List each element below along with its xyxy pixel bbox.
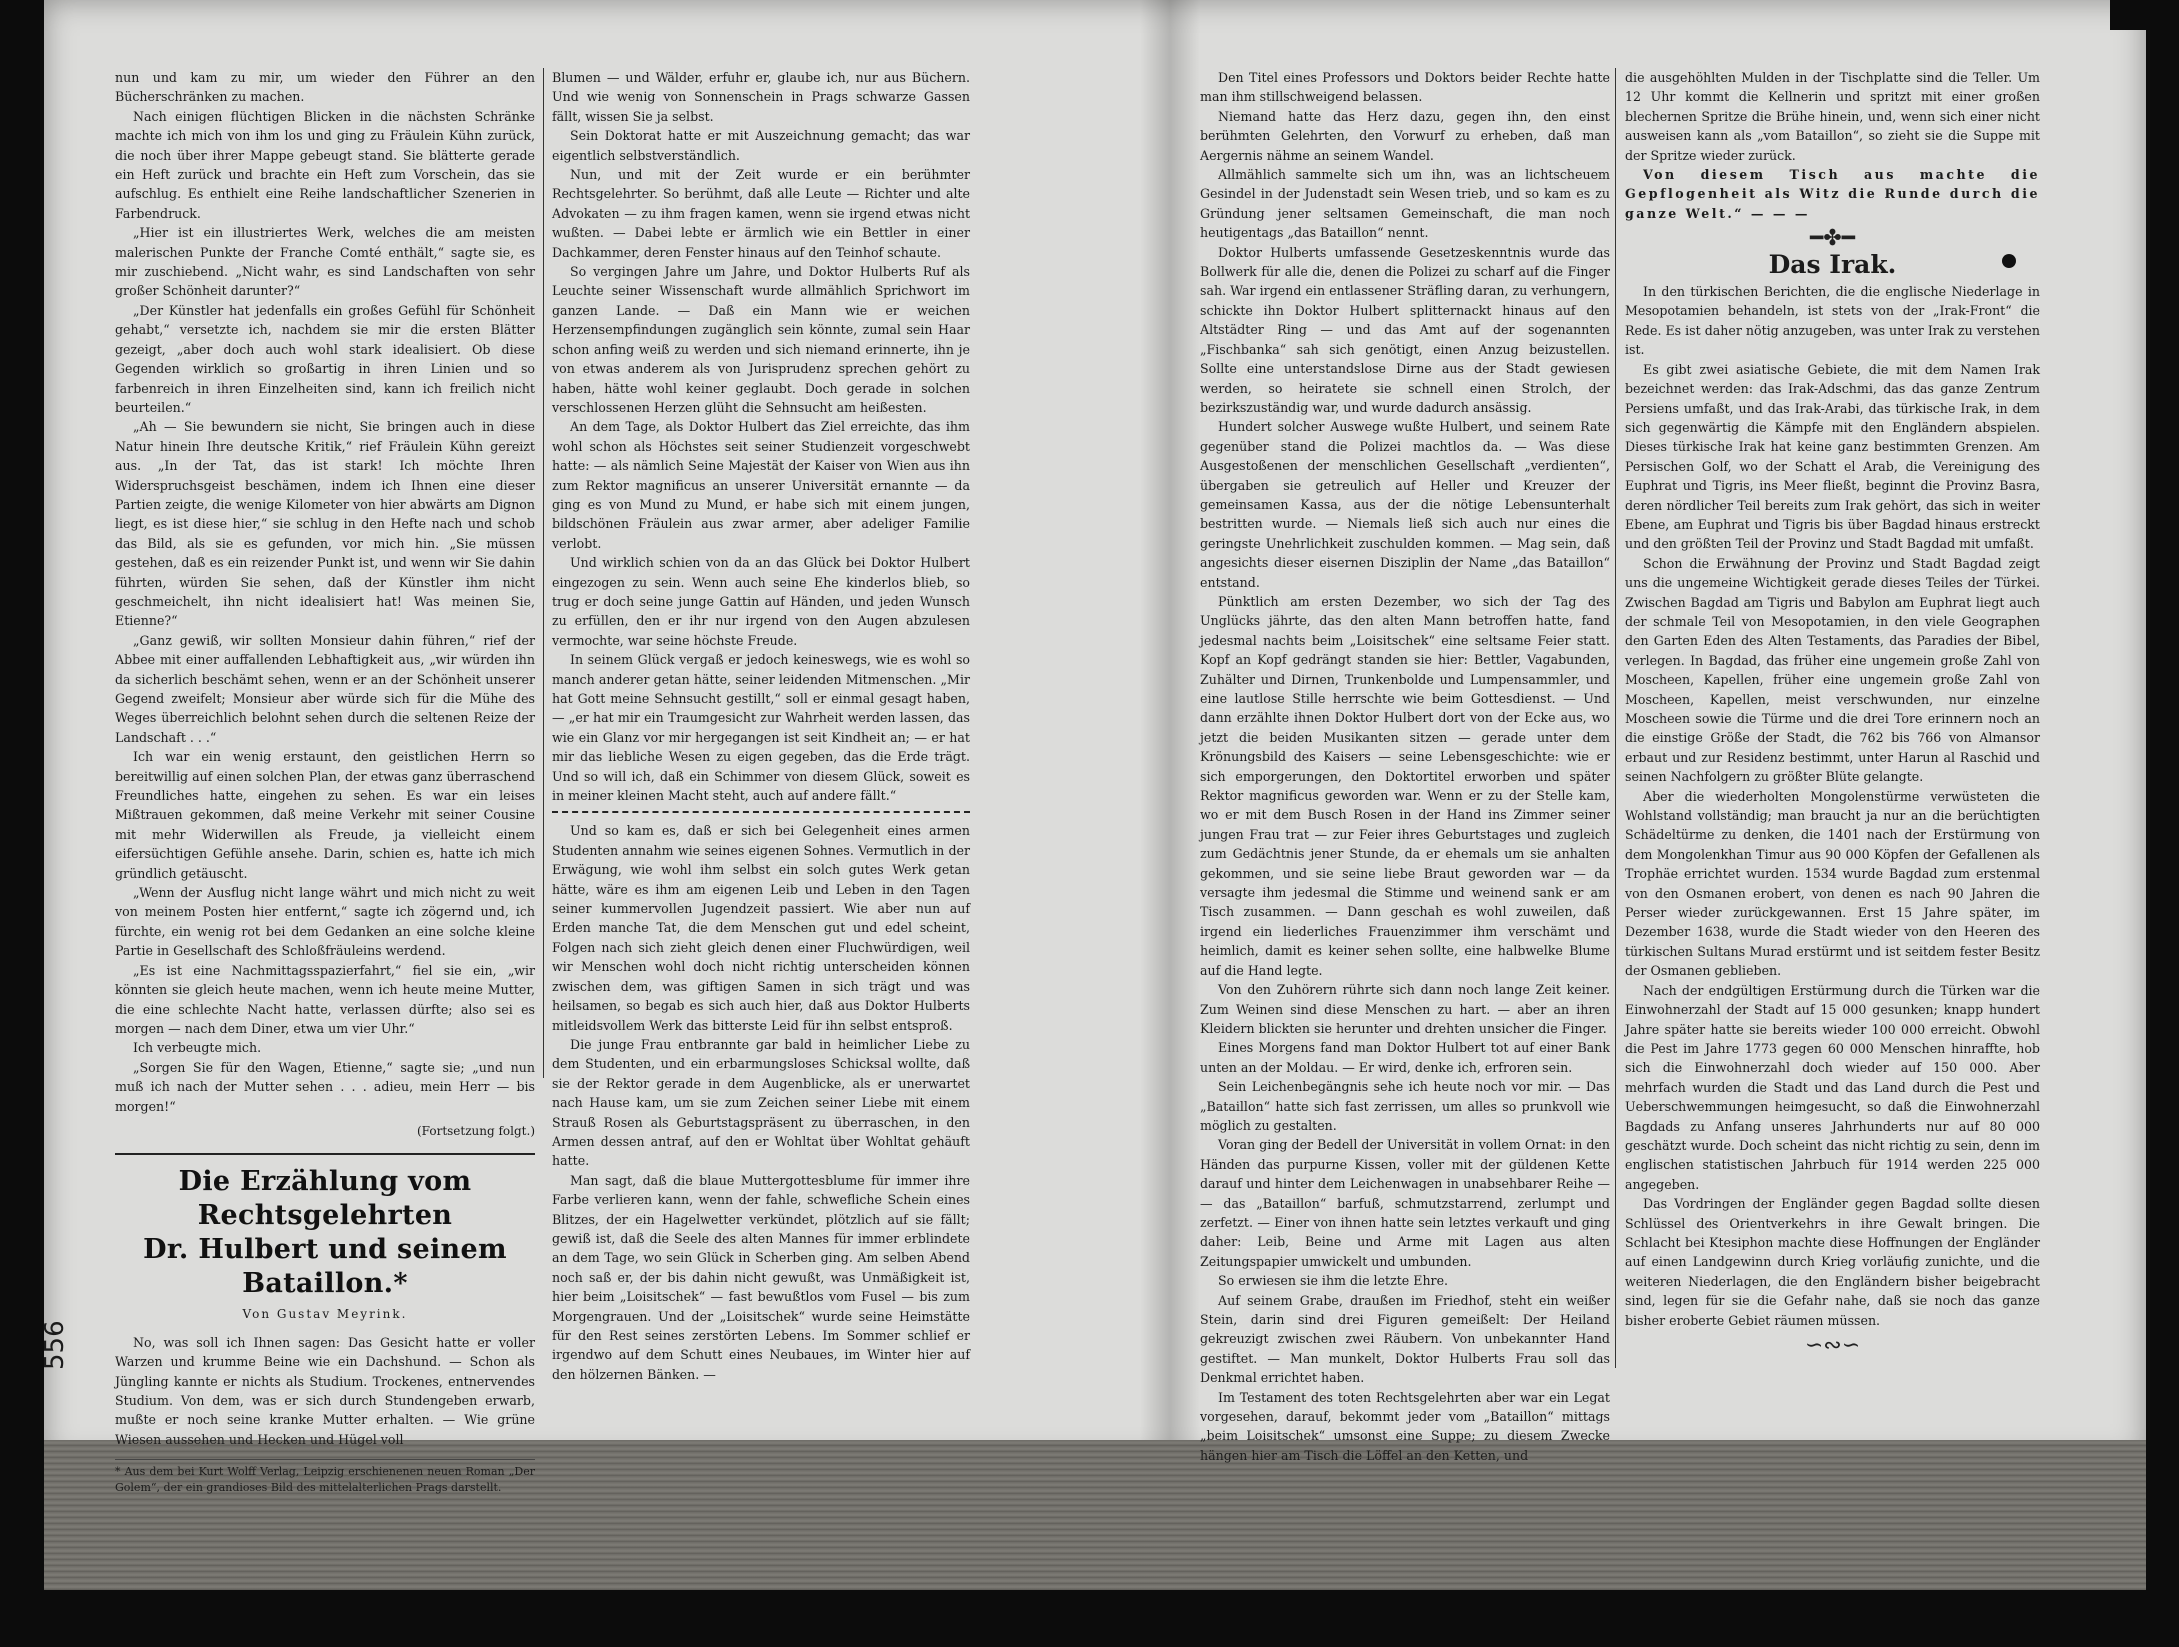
paragraph: Man sagt, daß die blaue Muttergottesblume für immer ihre Farbe verlieren kann, wenn der fahle, schwefliche Schein eines Blitzes, der ein Hagelwetter verkündet, plötzlich auf sie fällt; gewiß ist, daß die Seele des alten Mannes für immer erblindete an dem Tage, wo sein Glück in Scherben ging. Am selben Abend noch saß er, der bis dahin nicht gewußt, was Unmäßigkeit ist, hier beim „Loisitschek“ — fast bewußtlos vom Fusel — bis zum Morgengrauen. Und der „Loisitschek“ wurde seine Heimstätte für den Rest seines zerstörten Lebens. Im Sommer schlief er irgendwo auf dem Schutt eines Neubaues, im Winter hier auf den hölzernen Bänken. — — [552, 1172, 970, 1382]
paragraph: „Hier ist ein illustriertes Werk, welches die am meisten malerischen Punkte der Franche Comté enthält,“ sagte sie, es mir zuschiebend. „Nicht wahr, es sind Landschaften von sehr großer Schönheit darunter?“ — [115, 225, 535, 299]
paragraph: In den türkischen Berichten, die die englische Niederlage in Mesopotamien behandeln, ist stets von der „Irak-Front“ die Rede. Es ist daher nötig anzugeben, was unter Irak zu verstehen ist. — [1625, 284, 2040, 358]
scan-corner — [2110, 0, 2146, 30]
paragraph: Und wirklich schien von da an das Glück bei Doktor Hulbert eingezogen zu sein. Wenn auch seine Ehe kinderlos blieb, so trug er doch seine junge Gattin auf Händen, und jeden Wunsch zu erfüllen, den er ihr nur irgend von den Augen abzulesen vermochte, war seine höchste Freude. — [552, 555, 970, 648]
paragraph: Eines Morgens fand man Doktor Hulbert tot auf einer Bank unten an der Moldau. — Er wird, denke ich, erfroren sein. — [1200, 1040, 1610, 1075]
ornament-end: ∽∾∽ — [1804, 1333, 1861, 1358]
paragraph: „Der Künstler hat jedenfalls ein großes Gefühl für Schönheit gehabt,“ versetzte ich, nachdem sie mir die ersten Blätter gezeigt, „aber doch auch wohl stark idealisiert. Ob diese Gegenden wirklich so großartig in ihren Linien und so farbenreich in ihren Einzelheiten sind, kann ich freilich nicht beurteilen.“ — [115, 302, 535, 415]
paragraph: Die junge Frau entbrannte gar bald in heimlicher Liebe zu dem Studenten, und ein erbarmungsloses Schicksal wollte, daß sie der Rektor gerade in dem Augenblicke, als er unerwartet nach Hause kam, um sie zum Zeichen seiner Liebe mit einem Strauß Rosen als Geburtstagspräsent zu überraschen, in den Armen dessen antraf, auf den er Wohltat über Wohltat gehäuft hatte. — [552, 1036, 970, 1169]
paragraph: Es gibt zwei asiatische Gebiete, die mit dem Namen Irak bezeichnet werden: das Irak-Adschmi, das das ganze Zentrum Persiens umfaßt, und das Irak-Arabi, das türkische Irak, in dem sich gegenwärtig die Kämpfe mit den Engländern abspielen. Dieses türkische Irak hat keine ganz bestimmten Grenzen. Am Persischen Golf, wo der Schatt el Arab, die Vereinigung des Euphrat und Tigris, ins Meer fließt, beginnt die Provinz Basra, deren nördlicher Teil bereits zum Irak gehört, das sich in weiter Ebene, am Euphrat und Tigris bis über Bagdad hinaus erstreckt und den größten Teil der Provinz und Stadt Bagdad mit umfaßt. — [1625, 361, 2040, 552]
paragraph: Ich war ein wenig erstaunt, den geistlichen Herrn so bereitwillig auf einen solchen Plan, der etwas ganz überraschend Freundliches hatte, eingehen zu sehen. Es war ein leises Mißtrauen gekommen, daß meine Verkehr mit seiner Cousine mit mehr Widerwillen als Freude, ja vielleicht einem eifersüchtigen Gefühle ansehe. Darin, schien es, hatte ich mich gründlich getäuscht. — [115, 749, 535, 881]
section-rule — [115, 1153, 535, 1155]
dashed-divider — [552, 811, 970, 813]
paragraph: Den Titel eines Professors und Doktors beider Rechte hatte man ihm stillschweigend belassen. — [1200, 70, 1610, 105]
column-rule-3 — [1615, 68, 1616, 1368]
paragraph: Sein Leichenbegängnis sehe ich heute noch vor mir. — Das „Bataillon“ hatte sich fast zerrissen, um alles so prunkvoll wie möglich zu gestalten. — [1200, 1079, 1610, 1133]
spaced-closing-line: Von diesem Tisch aus machte die Gepflogenheit als Witz die Runde durch die ganze Welt.“ — — — — [1625, 167, 2040, 221]
byline: Von Gustav Meyrink. — [242, 1307, 408, 1322]
paragraph: „Es ist eine Nachmittagsspazierfahrt,“ fiel sie ein, „wir könnten sie gleich heute machen, wenn ich heute meine Mutter, die eine schlechte Nacht hatte, verlassen dürfte; also sei es morgen — nach dem Diner, etwa um vier Uhr.“ — [115, 962, 535, 1036]
story-headline — [115, 1165, 535, 1301]
paragraph: Das Vordringen der Engländer gegen Bagdad sollte diesen Schlüssel des Orientverkehrs in ihre Gewalt bringen. Die Schlacht bei Ktesiphon machte diese Hoffnungen der Engländer auf einen Landgewinn durch Krieg vorläufig zunichte, und die weiteren Niederlagen, die den Engländern bisher beigebracht sind, legen für sie die Gefahr nahe, daß sie noch das ganze bisher eroberte Gebiet räumen müssen. — [1625, 1196, 2040, 1328]
paragraph: Allmählich sammelte sich um ihn, was an lichtscheuem Gesindel in der Judenstadt sein Wesen trieb, und so kam es zu Gründung jener seltsamen Gemeinschaft, die man noch heutigentags „das Bataillon“ nennt. — [1200, 167, 1610, 241]
column-rule-1 — [543, 68, 544, 1078]
paragraph: No, was soll ich Ihnen sagen: Das Gesicht hatte er voller Warzen und krumme Beine wie ein Dachshund. — Schon als Jüngling kannte er nichts als Studium. Trockenes, entnervendes Studium. Von dem, was er sich durch Stundengeben erwarb, mußte er noch seine kranke Mutter erhalten. — Wie grüne Wiesen aussehen und Hecken und Hügel voll — [115, 1334, 535, 1447]
footnote: * Aus dem bei Kurt Wolff Verlag, Leipzig erschienenen neuen Roman „Der Golem“, der ein grandioses Bild des mittelalterlichen Prags darstellt. — [115, 1459, 535, 1496]
paragraph: Nach einigen flüchtigen Blicken in die nächsten Schränke machte ich mich von ihm los und ging zu Fräulein Kühn zurück, die noch über ihrer Mappe gebeugt stand. Sie blätterte gerade ein Heft zurück und brachte ein Heft zum Vorschein, das sie aufschlug. Es enthielt eine Reihe landschaftlicher Szenerien in Farbendruck. — [115, 108, 535, 221]
column-1 — [115, 68, 535, 1495]
paragraph: Niemand hatte das Herz dazu, gegen ihn, den einst berühmten Gelehrten, den Vorwurf zu erheben, daß man Aergernis nähme an seinem Wandel. — [1200, 108, 1610, 163]
paragraph: „Sorgen Sie für den Wagen, Etienne,“ sagte sie; „und nun muß ich nach der Mutter sehen . . . adieu, mein Herr — bis morgen!“ — [115, 1059, 535, 1114]
headline-line-2: Dr. Hulbert und seinem Bataillon.* — [143, 1234, 507, 1300]
page-number: 556 — [40, 1320, 70, 1370]
paragraph: Schon die Erwähnung der Provinz und Stadt Bagdad zeigt uns die ungemeine Wichtigkeit gerade dieses Teiles der Türkei. Zwischen Bagdad am Tigris und Babylon am Euphrat liegt auch der schmale Teil von Mesopotamien, in den viele Geographen den Garten Eden des Alten Testaments, das Paradies der Bibel, verlegen. In Bagdad, das früher eine ungemein große Zahl von Moscheen, Kapellen, früher eine ungemein große Zahl von Moscheen, Kapellen, meist verschwunden, nur einzelne Moscheen sowie die Türme und die drei Tore erinnern noch an die einstige Größe der Stadt, die 762 bis 766 von Almansor erbaut und zur Residenz bestimmt, unter Harun al Raschid und seinen Nachfolgern zu größter Blüte gelangte. — [1625, 555, 2040, 785]
ornament-divider: ━✤━ — [1810, 226, 1855, 252]
column-2 — [552, 68, 970, 1382]
article-title: Das Irak. — [1768, 249, 1897, 279]
column-4 — [1625, 68, 2040, 1358]
paragraph: Blumen — und Wälder, erfuhr er, glaube ich, nur aus Büchern. Und wie wenig von Sonnenschein in Prags schwarze Gassen fällt, wissen Sie ja selbst. — [552, 70, 970, 124]
continuation-note: (Fortsetzung folgt.) — [417, 1123, 535, 1138]
paragraph: die ausgehöhlten Mulden in der Tischplatte sind die Teller. Um 12 Uhr kommt die Kellnerin und spritzt mit einer großen blechernen Spritze die Brühe hinein, und, wenn sich einer nicht ausweisen kann als „vom Bataillon“, so zieht sie die Suppe mit der Spritze wieder zurück. — [1625, 70, 2040, 163]
paragraph: Nach der endgültigen Erstürmung durch die Türken war die Einwohnerzahl der Stadt auf 15 000 gesunken; knapp hundert Jahre später hatte sie bereits wieder 100 000 erreicht. Obwohl die Pest im Jahre 1773 gegen 60 000 Menschen hinraffte, hob sich die Einwohnerzahl doch wieder auf 150 000. Aber mehrfach wurden die Stadt und das Land durch die Pest und Ueberschwemmungen heimgesucht, so daß die Einwohnerzahl Bagdads zu Anfang unseres Jahrhunderts nur auf 80 000 geschätzt wurde. Doch scheint das nicht richtig zu sein, denn im englischen statistischen Jahrbuch für 1914 werden 225 000 angegeben. — [1625, 982, 2040, 1192]
paragraph: „Ganz gewiß, wir sollten Monsieur dahin führen,“ rief der Abbee mit einer auffallenden Lebhaftigkeit aus, „wir würden ihn da sicherlich beschämt sehen, wenn er an der Schönheit unserer Gegend zweifelt; Monsieur aber würde sich für die Mühe des Weges überreichlich belohnt sehen durch die seltenen Reize der Landschaft . . .“ — [115, 632, 535, 745]
paragraph: So erwiesen sie ihm die letzte Ehre. — [1218, 1273, 1449, 1289]
paragraph: Auf seinem Grabe, draußen im Friedhof, steht ein weißer Stein, darin sind drei Figuren gemeißelt: Der Heiland gekreuzigt zwischen zwei Räubern. Von unbekannter Hand gestiftet. — Man munkelt, Doktor Hulberts Frau soll das Denkmal errichtet haben. — [1200, 1292, 1610, 1386]
paragraph: Hundert solcher Auswege wußte Hulbert, und seinem Rate gegenüber stand die Polizei machtlos da. — Was diese Ausgestoßenen der menschlichen Gesellschaft „verdienten“, übergaben sie getreulich auf Heller und Kreuzer der gemeinsamen Kassa, aus der die nötige Lebensunterhalt bestritten wurde. — Niemals ließ sich auch nur eines die geringste Unehrlichkeit zuschulden kommen. — Mag sein, daß angesichts dieser eisernen Disziplin der Name „das Bataillon“ entstand. — [1200, 419, 1610, 590]
paragraph: An dem Tage, als Doktor Hulbert das Ziel erreichte, das ihm wohl schon als Höchstes seit seiner Studienzeit vorgeschwebt hatte: — als nämlich Seine Majestät der Kaiser von Wien aus ihn zum Rektor magnificus an unserer Universität ernannte — da ging es von Mund zu Mund, er habe sich mit einem jungen, bildschönen Fräulein aus zwar armer, aber adeliger Familie verlobt. — [552, 419, 970, 551]
paragraph: Nun, und mit der Zeit wurde er ein berühmter Rechtsgelehrter. So berühmt, daß alle Leute — Richter und alte Advokaten — zu ihm fragen kamen, wenn sie irgend etwas nicht wußten. — Dabei lebte er ärmlich wie ein Bettler in einer Dachkammer, deren Fenster hinaus auf den Teinhof schaute. — [552, 167, 970, 260]
ink-blot — [2002, 254, 2016, 268]
paragraph: Doktor Hulberts umfassende Gesetzeskenntnis wurde das Bollwerk für alle die, denen die Polizei zu scharf auf die Finger sah. War irgend ein entlassener Sträfling daran, zu verhungern, schickte ihn Doktor Hulbert splitternackt hinaus auf den Altstädter Ring — und das Amt auf der sogenannten „Fischbanka“ sah sich genötigt, einen Anzug beizustellen. Sollte eine unterstandslose Dirne aus der Stadt gewiesen werden, so heiratete sie schnell einen Strolch, der bezirkszuständig war, und wurde dadurch ansässig. — [1200, 244, 1610, 415]
paragraph: Sein Doktorat hatte er mit Auszeichnung gemacht; das war eigentlich selbstverständlich. — [552, 128, 970, 163]
paragraph: So vergingen Jahre um Jahre, und Doktor Hulberts Ruf als Leuchte seiner Wissenschaft wurde allmählich Sprichwort im ganzen Lande. — Daß ein Mann wie er weichen Herzensempfindungen zugänglich sein könnte, zumal sein Haar schon anfing weiß zu werden und sich niemand erinnerte, ihn je von etwas anderem als von Jurisprudenz sprechen gehört zu haben, hätte wohl keiner geglaubt. Doch gerade in solchen verschlossenen Herzen glüht die Sehnsucht am heißesten. — [552, 264, 970, 415]
paragraph: Im Testament des toten Rechtsgelehrten aber war ein Legat vorgesehen, darauf, bekommt jeder vom „Bataillon“ mittags „beim Loisitschek“ umsonst eine Suppe; zu diesem Zwecke hängen hier am Tisch die Löffel an den Ketten, und — [1200, 1389, 1610, 1463]
paragraph: nun und kam zu mir, um wieder den Führer an den Bücherschränken zu machen. — [115, 70, 535, 105]
paragraph: Aber die wiederholten Mongolenstürme verwüsteten die Wohlstand vollständig; man braucht ja nur an die berüchtigten Schädeltürme zu denken, die 1401 nach der Erstürmung von dem Mongolenkhan Timur aus 90 000 Köpfen der Gefallenen als Trophäe errichtet wurden. 1534 wurde Bagdad zum erstenmal von den Osmanen erobert, von denen es nach 90 Jahren die Perser wieder zurückgewannen. Erst 15 Jahre später, im Dezember 1638, wurde die Stadt wieder von den Heeren des türkischen Sultans Murad erstürmt und ist seitdem fester Besitz der Osmanen geblieben. — [1625, 788, 2040, 979]
paragraph: Von den Zuhörern rührte sich dann noch lange Zeit keiner. Zum Weinen sind diese Menschen zu hart. — aber an ihren Kleidern blickten sie herunter und drehten unsicher die Finger. — [1200, 982, 1610, 1036]
paragraph: Pünktlich am ersten Dezember, wo sich der Tag des Unglücks jährte, das den alten Mann betroffen hatte, fand jedesmal nachts beim „Loisitschek“ eine seltsame Feier statt. Kopf an Kopf gedrängt standen sie hier: Bettler, Vagabunden, Zuhälter und Dirnen, Trunkenbolde und Lumpensammler, und eine lautlose Stille herrschte wie beim Gottesdienst. — Und dann erzählte ihnen Doktor Hulbert dort von der Ecke aus, wo jetzt die beiden Musikanten sitzen — gerade unter dem Krönungsbild des Kaisers — seine Lebensgeschichte: wie er sich emporgerungen, den Doktortitel erworben und später Rektor magnificus geworden war. Wenn er zu der Stelle kam, wo er mit dem Busch Rosen in der Hand ins Zimmer seiner jungen Frau trat — zur Feier ihres Geburtstages und zugleich zum Gedächtnis jener Stunde, da er ehemals um sie anhalten gekommen, und sie seine liebe Braut geworden war — da versagte ihm jedesmal die Stimme und weinend sank er am Tisch zusammen. — Dann geschah es wohl zuweilen, daß irgend ein liederliches Frauenzimmer ihm verschämt und heimlich, damit es keiner sehen sollte, eine halbwelke Blume auf die Hand legte. — [1200, 593, 1610, 978]
paragraph: Voran ging der Bedell der Universität in vollem Ornat: in den Händen das purpurne Kissen, voller mit der güldenen Kette darauf und hinter dem Leichenwagen in unabsehbarer Reihe — — das „Bataillon“ barfuß, schmutzstarrend, zerlumpt und zerfetzt. — Einer von ihnen hatte sein letztes verkauft und ging daher: Leib, Beine und Arme mit Lagen aus alten Zeitungspapier umwickelt und umbunden. — [1200, 1137, 1610, 1269]
paragraph: Und so kam es, daß er sich bei Gelegenheit eines armen Studenten annahm wie seines eigenen Sohnes. Vermutlich in der Erwägung, wie wohl ihm selbst ein solch gutes Werk getan hätte, wäre es ihm am eigenen Leib und Leben in den Tagen seiner kummervollen Jugendzeit passiert. Wie aber nun auf Erden manche Tat, die dem Menschen gut und edel scheint, Folgen nach sich zieht gleich denen einer Fluchwürdigen, weil wir Menschen wohl doch nicht richtig unterscheiden können zwischen dem, was giftigen Samen in sich trägt und was heilsamen, so begab es sich auch hier, daß aus Doktor Hulberts mitleidsvollem Werk das bitterste Leid für ihn selbst entsproß. — [552, 823, 970, 1033]
paragraph: „Wenn der Ausflug nicht lange währt und mich nicht zu weit von meinem Posten hier entfernt,“ sagte ich zögernd und, ich fürchte, ein wenig rot bei dem Gedanken an eine solche kleine Partie in Gesellschaft des Schloßfräuleins werdend. — [115, 885, 535, 959]
column-3 — [1200, 68, 1610, 1463]
page-fold-shadow — [1140, 0, 1200, 1460]
paragraph: In seinem Glück vergaß er jedoch keineswegs, wie es wohl so manch anderer getan hätte, seiner leidenden Mitmenschen. „Mir hat Gott meine Sehnsucht gestillt,“ soll er einmal gesagt haben, — „er hat mir ein Traumgesicht zur Wahrheit werden lassen, das wie ein Glanz vor mir hergegangen ist seit Kindheit an; — er hat mir das liebliche Wesen zu eigen gegeben, das die Erde trägt. Und so will ich, daß ein Schimmer von diesem Glück, soweit es in meiner kleinen Macht steht, auch auf andere fällt.“ — [552, 652, 970, 804]
headline-line-1: Die Erzählung vom Rechtsgelehrten — [178, 1166, 472, 1232]
paragraph: Ich verbeugte mich. — [133, 1040, 262, 1056]
paragraph: „Ah — Sie bewundern sie nicht, Sie bringen auch in diese Natur hinein Ihre deutsche Kritik,“ rief Fräulein Kühn gereizt aus. „In der Tat, das ist stark! Ich möchte Ihren Widerspruchsgeist beschämen, indem ich Ihnen eine dieser Partien zeigte, die wenige Kilometer von hier abwärts am Dignon liegt, es ist diese hier,“ sie schlug in den Hefte nach und schob das Bild, als sie es gefunden, vor mich hin. „Sie müssen gestehen, daß es ein reizender Punkt ist, und wenn wir Sie dahin führten, würden Sie sehen, daß der Künstler ihm nicht geschmeichelt, ihn nicht idealisiert hat! Was meinen Sie, Etienne?“ — [115, 419, 535, 629]
